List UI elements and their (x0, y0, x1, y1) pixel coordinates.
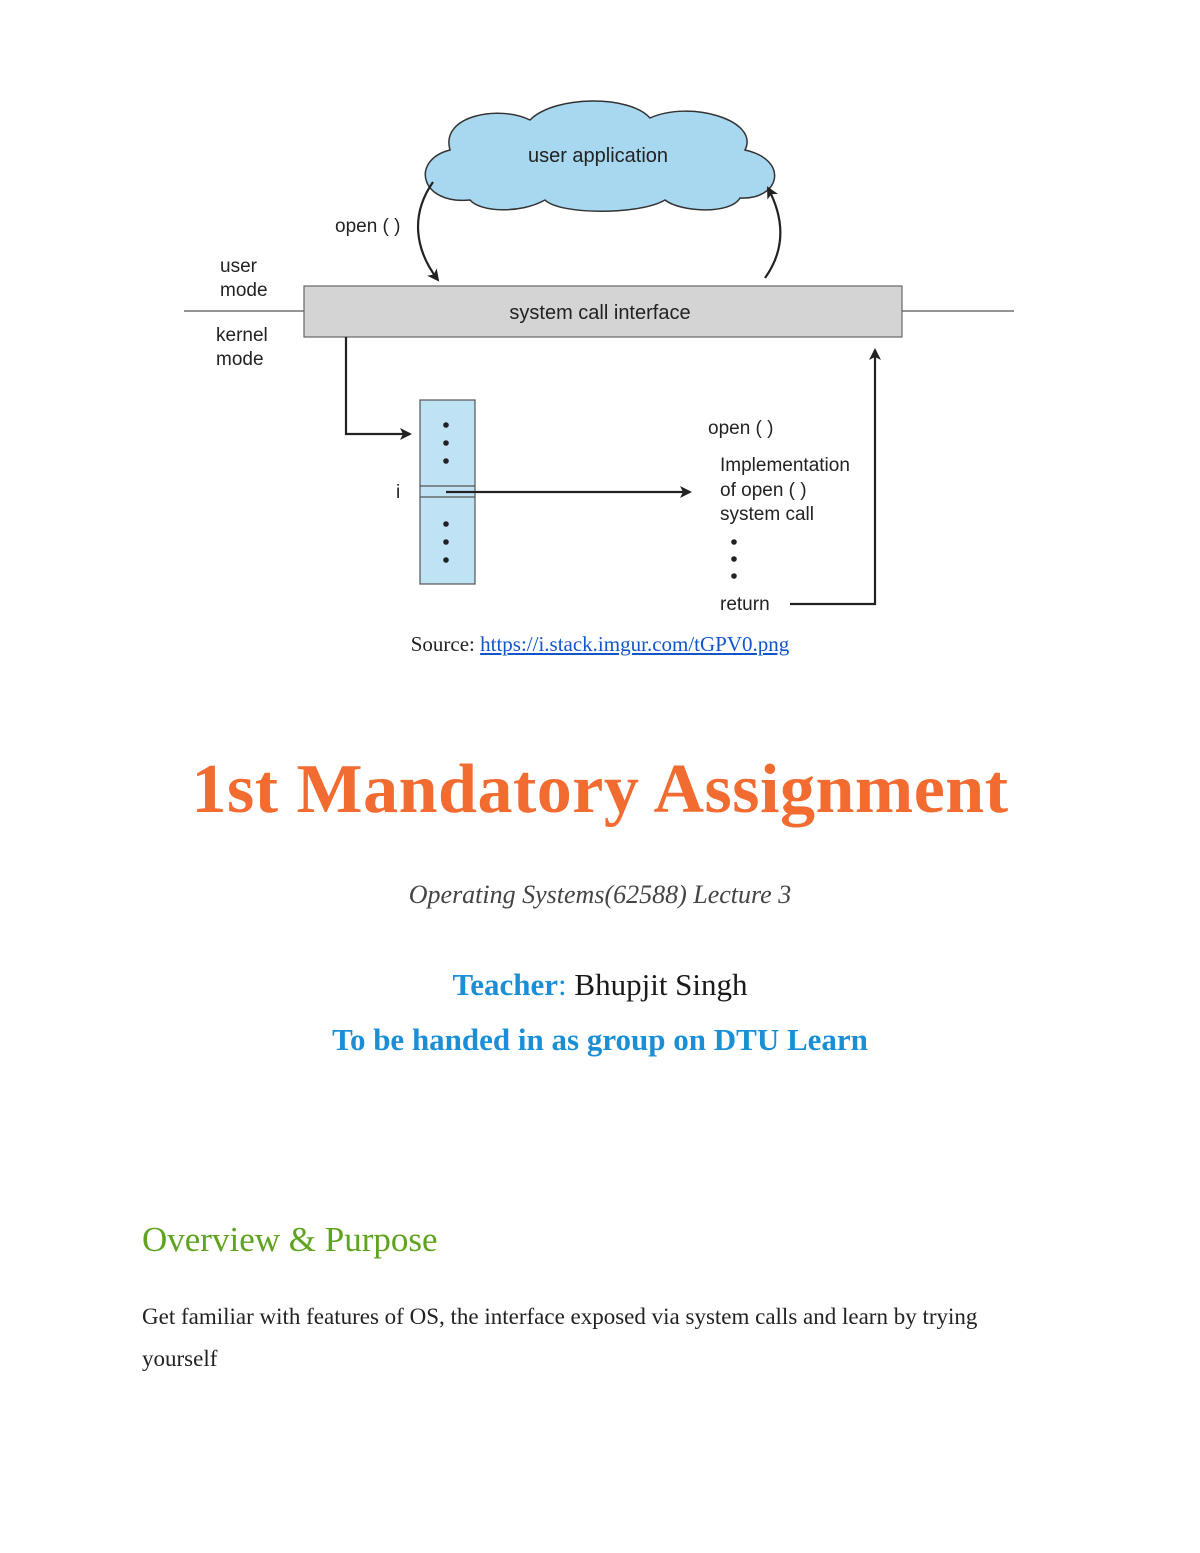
open-call-label: open ( ) (335, 216, 401, 237)
overview-heading: Overview & Purpose (142, 1220, 438, 1259)
overview-body: Get familiar with features of OS, the interface exposed via system calls and learn by trying yourself (142, 1304, 978, 1371)
system-call-diagram (0, 0, 1200, 630)
handin-note: To be handed in as group on DTU Learn (332, 1022, 868, 1057)
teacher-name: Bhupjit Singh (574, 967, 748, 1002)
return-to-interface-arrow (790, 350, 875, 604)
cloud-label: user application (527, 145, 669, 167)
kernel-mode-label-1: kernel (216, 325, 268, 346)
user-mode-label-2: mode (220, 280, 268, 301)
impl-line-3: system call (720, 504, 814, 525)
impl-dots (731, 539, 737, 579)
source-prefix: Source: (410, 632, 481, 656)
return-to-app-arrow (765, 188, 780, 278)
page-title: 1st Mandatory Assignment (191, 751, 1009, 828)
source-link[interactable]: https://i.stack.imgur.com/tGPV0.png (480, 632, 790, 656)
open-call-arrow (418, 182, 438, 280)
index-label: i (396, 482, 401, 503)
impl-open-label: open ( ) (708, 418, 774, 439)
interface-to-table-arrow (346, 337, 410, 434)
teacher-separator: : (558, 967, 575, 1002)
impl-line-1: Implementation (720, 455, 850, 476)
source-caption (0, 632, 1200, 657)
return-label: return (720, 594, 770, 615)
kernel-mode-label-2: mode (216, 349, 264, 370)
course-subtitle: Operating Systems(62588) Lecture 3 (408, 880, 792, 909)
user-mode-label-1: user (220, 256, 257, 277)
impl-line-2: of open ( ) (720, 480, 807, 501)
interface-label: system call interface (509, 302, 691, 324)
teacher-line (0, 967, 1200, 1003)
teacher-label: Teacher (452, 967, 559, 1002)
